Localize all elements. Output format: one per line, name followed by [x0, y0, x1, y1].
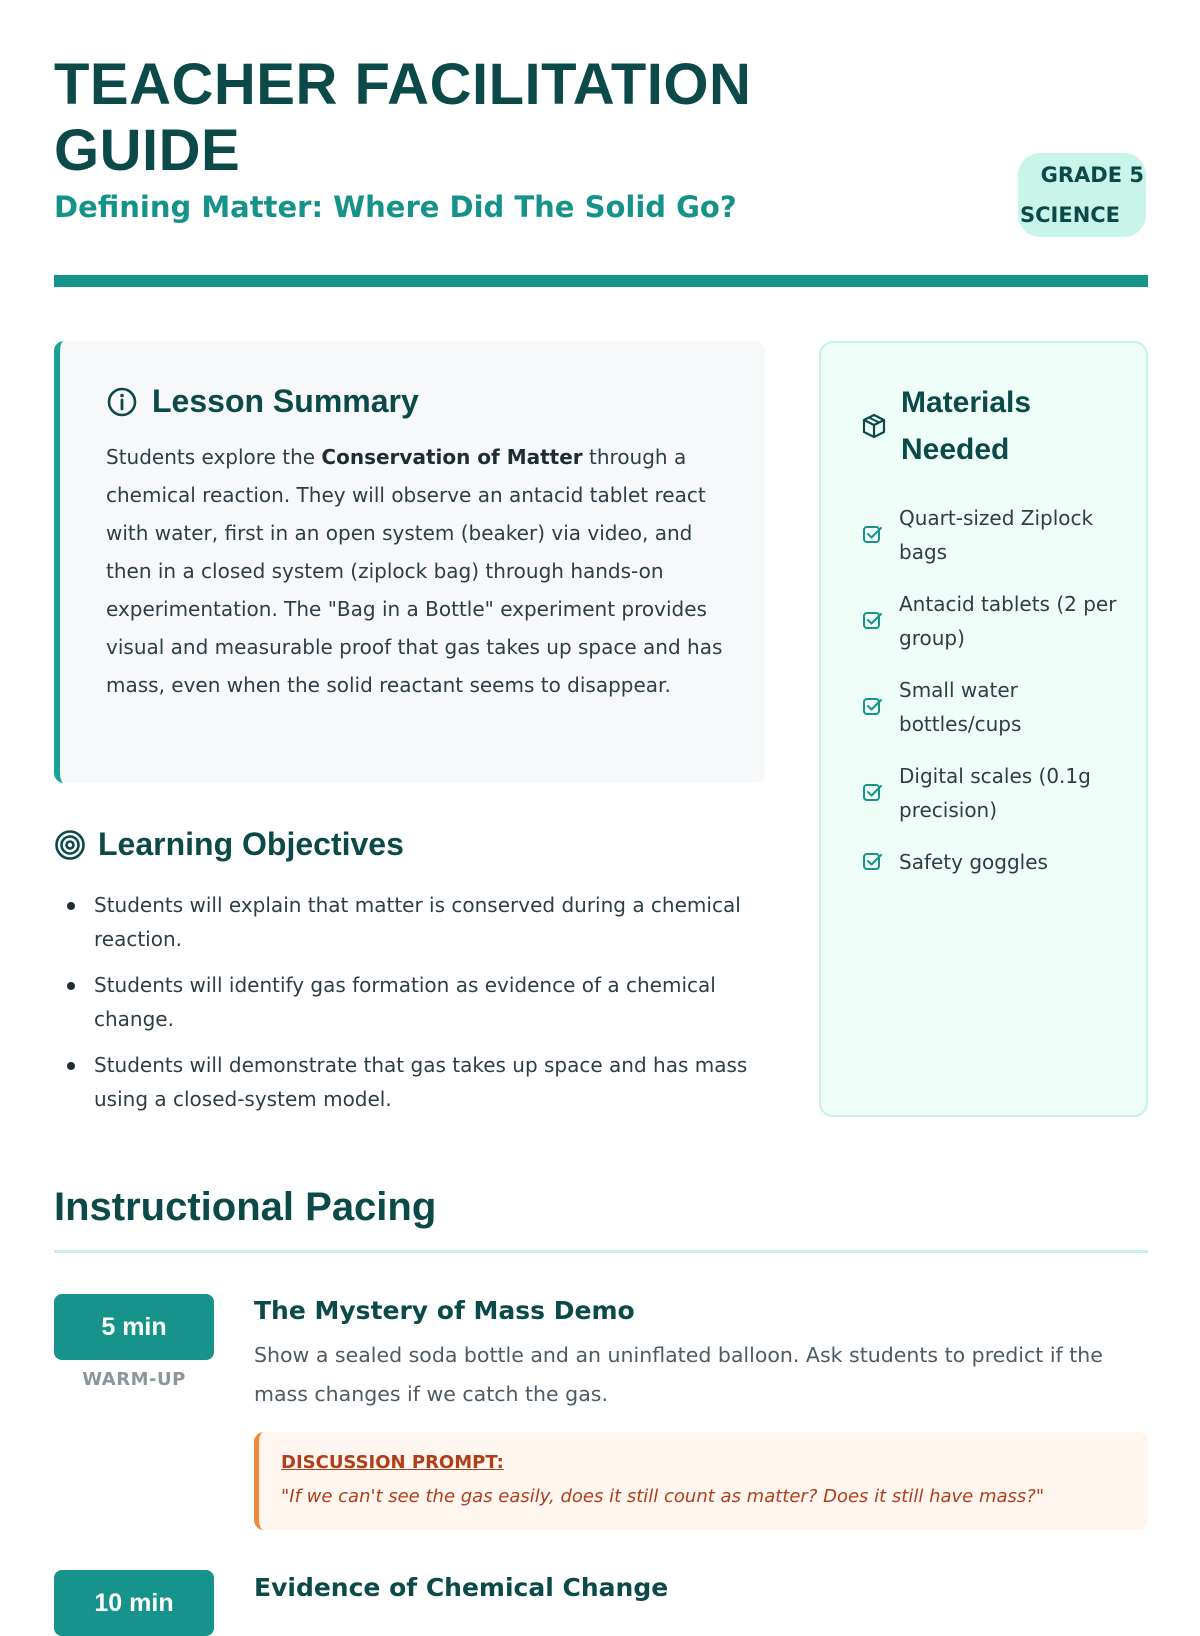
- grade-badge-line1: GRADE 5: [1040, 163, 1144, 187]
- grade-badge-line2: SCIENCE: [1020, 203, 1121, 227]
- instructional-pacing-heading: Instructional Pacing: [54, 1185, 437, 1229]
- objective-item: Students will identify gas formation as evidence of a chemical change.: [54, 968, 774, 1036]
- time-badge: 5 min: [54, 1294, 214, 1360]
- lesson-subtitle: Defining Matter: Where Did The Solid Go?: [54, 190, 737, 224]
- summary-text-part: Students explore the: [106, 445, 322, 469]
- checkbox-icon: [861, 609, 885, 633]
- summary-text-emphasis: Conservation of Matter: [321, 445, 583, 469]
- header-divider: [54, 275, 1148, 287]
- lesson-summary-heading: [106, 383, 419, 420]
- lesson-summary-text: [106, 438, 731, 704]
- checkbox-icon: [861, 850, 885, 874]
- learning-objectives-title: Learning Objectives: [98, 826, 404, 862]
- objective-item: Students will explain that matter is conserved during a chemical reaction.: [54, 888, 774, 956]
- discussion-prompt-label: DISCUSSION PROMPT:: [281, 1452, 504, 1473]
- material-item: [861, 845, 1131, 879]
- materials-heading: [861, 379, 1031, 473]
- material-item: [861, 759, 1131, 827]
- objectives-list: [54, 888, 774, 1128]
- objective-item: Students will demonstrate that gas takes up space and has mass using a closed-system model.: [54, 1048, 774, 1116]
- materials-list: [861, 501, 1131, 897]
- checkbox-icon: [861, 523, 885, 547]
- phase-label: WARM-UP: [82, 1369, 186, 1390]
- time-badge: 10 min: [54, 1570, 214, 1636]
- material-item-label: Digital scales (0.1g precision): [899, 764, 1091, 822]
- target-icon: [54, 829, 86, 861]
- materials-title-line1: Materials: [901, 386, 1032, 419]
- grade-badge: [1018, 153, 1146, 237]
- activity-description: Show a sealed soda bottle and an uninflated balloon. Ask students to predict if the mass changes if we catch the gas.: [254, 1343, 1103, 1406]
- learning-objectives-heading: [54, 826, 404, 863]
- lesson-summary-title: Lesson Summary: [152, 383, 419, 419]
- materials-title-line2: Needed: [901, 433, 1010, 466]
- info-icon: [106, 386, 138, 418]
- discussion-prompt-text: "If we can't see the gas easily, does it still count as matter? Does it still have mass?": [281, 1486, 1045, 1507]
- material-item-label: Safety goggles: [899, 850, 1048, 874]
- discussion-prompt-box: [254, 1432, 1148, 1530]
- activity-title: Evidence of Chemical Change: [254, 1573, 669, 1602]
- material-item: [861, 673, 1131, 741]
- material-item: [861, 587, 1131, 655]
- checkbox-icon: [861, 781, 885, 805]
- pacing-divider: [54, 1250, 1148, 1253]
- materials-card: [819, 341, 1148, 1117]
- page-title: TEACHER FACILITATION GUIDE: [54, 52, 752, 183]
- activity-title: The Mystery of Mass Demo: [254, 1296, 635, 1325]
- material-item-label: Quart-sized Ziplock bags: [899, 506, 1094, 564]
- summary-text-part: through a chemical reaction. They will observe an antacid tablet react with water, first in an open system (beaker) via video, and then in a closed system (ziplock bag) through hands-on experimentation. The "Bag in a Bottle" experiment provides visual and measurable proof that gas takes up space and has mass, even when the solid reactant seems to disappear.: [106, 445, 723, 697]
- materials-title: [901, 379, 1031, 473]
- material-item-label: Small water bottles/cups: [899, 678, 1022, 736]
- box-icon: [861, 413, 887, 439]
- material-item-label: Antacid tablets (2 per group): [899, 592, 1117, 650]
- lesson-summary-card: [54, 341, 765, 783]
- material-item: [861, 501, 1131, 569]
- checkbox-icon: [861, 695, 885, 719]
